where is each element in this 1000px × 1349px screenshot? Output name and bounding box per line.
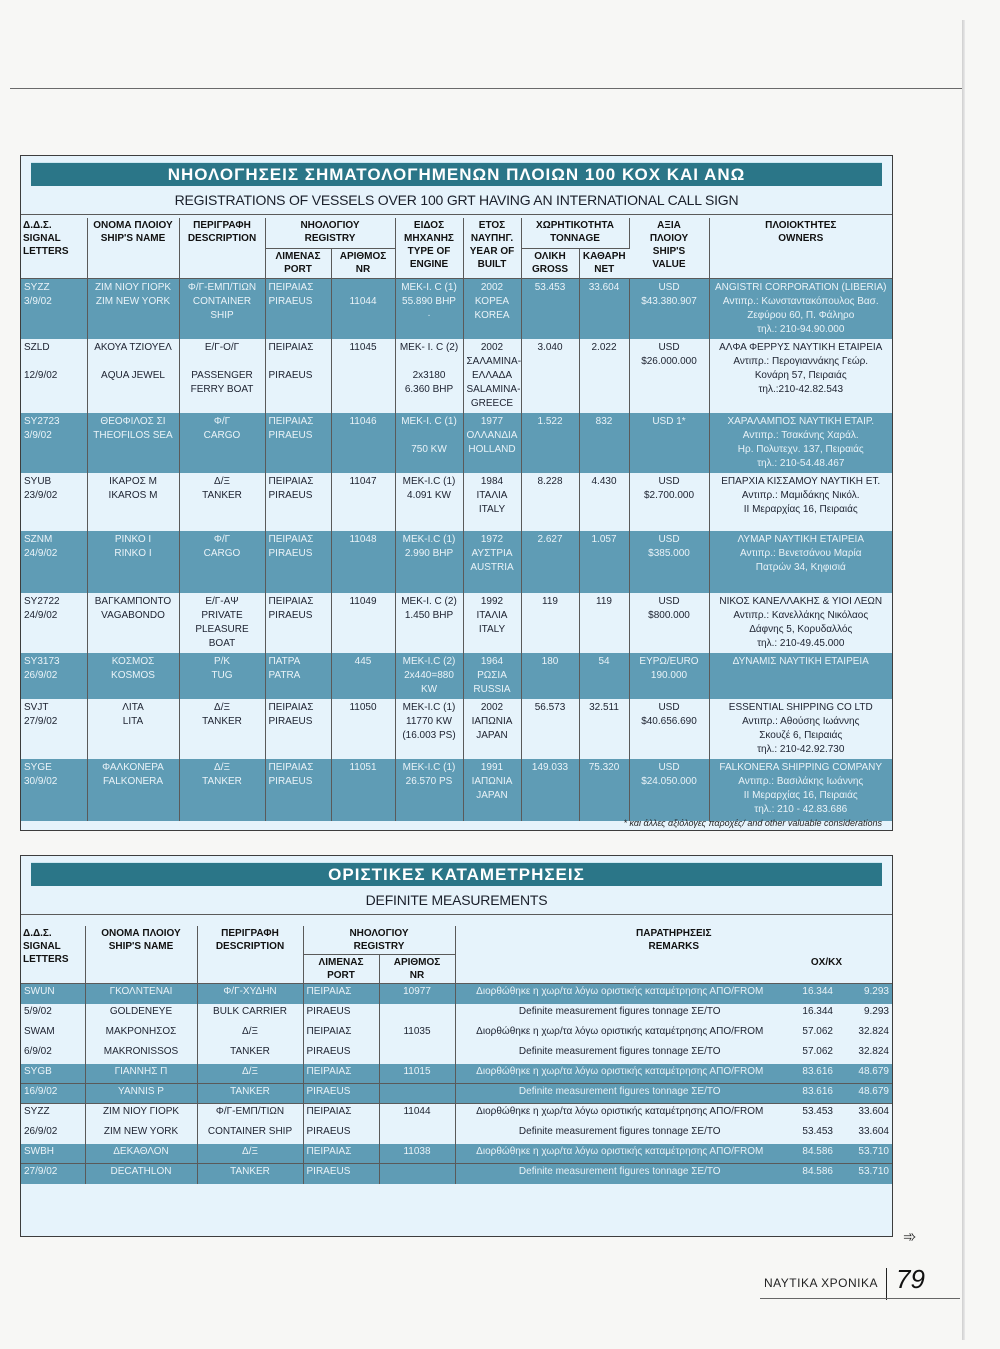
col-port: ΛΙΜΕΝΑΣ PORT [265,248,331,278]
page-edge [962,20,965,1340]
col-tonnage: ΧΩΡΗΤΙΚΟΤΗΤΑ TONNAGE [521,218,629,248]
net-cell: 1.057 [579,531,629,593]
remark-numbers [781,985,889,998]
measurement-row [21,1044,892,1064]
engine-cell: ΜΕΚ-Ι. C (1) 55.890 BHP · [395,278,463,339]
owners-cell: ΝΙΚΟΣ ΚΑΝΕΛΛΑΚΗΣ & ΥΙΟΙ ΛΕΩΝ Αντιπρ.: Κανελλάκης Νικόλαος Δάφνης 5, Κορυδαλλός τηλ.: 210-49.45.000 [709,593,892,653]
gross-cell: 3.040 [521,339,579,413]
net-value: 9.293 [863,1005,889,1017]
port-cell: PIRAEUS [303,1044,379,1064]
description-cell: Δ/Ξ [197,1144,303,1164]
registry-number-cell: 445 [331,653,395,699]
registrations-table [21,218,892,821]
description-cell: Φ/Γ-ΕΜΠ/ΤΙΩΝ [197,1104,303,1124]
description-cell: CONTAINER SHIP [197,1124,303,1144]
description-cell: Φ/Γ-ΕΜΠ/ΤΙΩΝ CONTAINER SHIP [179,278,265,339]
net-cell: 32.511 [579,699,629,759]
net-cell: 2.022 [579,339,629,413]
signal-cell: 6/9/02 [21,1044,85,1064]
ship-name-cell: ZIM NEW YORK [85,1124,197,1144]
registry-number-cell: 11050 [331,699,395,759]
signal-cell: SZLD 12/9/02 [21,339,87,413]
col-signal: Δ.Δ.Σ. SIGNAL LETTERS [21,218,87,278]
value-cell: USD $40.656.690 [629,699,709,759]
port-cell: ΠΕΙΡΑΙΑΣ PIRAEUS [265,278,331,339]
gross-value: 83.616 [802,1065,833,1077]
gross-value: 83.616 [802,1086,833,1097]
remark-numbers [781,1165,889,1178]
remark-wrap [459,985,890,998]
signal-cell: 16/9/02 [21,1084,85,1104]
col-remarks: ΠΑΡΑΤΗΡΗΣΕΙΣ REMARKS [636,928,712,952]
description-cell: Δ/Ξ TANKER [179,473,265,531]
description-cell: Φ/Γ CARGO [179,413,265,473]
port-cell: PIRAEUS [303,1124,379,1144]
gross-value: 16.344 [802,986,833,997]
port-cell: ΠΕΙΡΑΙΑΣ PIRAEUS [265,473,331,531]
value-cell: USD $2.700.000 [629,473,709,531]
registrations-panel [20,155,893,831]
year-cell: 1991 ΙΑΠΩΝΙΑ JAPAN [463,759,521,821]
engine-cell: ΜΕΚ-Ι.C (1) 11770 KW (16.003 PS) [395,699,463,759]
net-cell: 4.430 [579,473,629,531]
remarks-cell [455,1144,892,1164]
signal-cell: SYUB 23/9/02 [21,473,87,531]
measurement-row [21,1004,892,1024]
page-number: 79 [896,1264,925,1294]
registry-number-cell: 11035 [379,1024,455,1044]
subtitle-rule [21,914,892,915]
value-cell: ΕΥΡΩ/EURO 190.000 [629,653,709,699]
col-number: ΑΡΙΘΜΟΣ NR [331,248,395,278]
signal-cell: SYZZ [21,1104,85,1124]
registration-row [21,413,892,473]
description-cell: TANKER [197,1164,303,1184]
signal-cell: SWBH [21,1144,85,1164]
description-cell: Ρ/Κ TUG [179,653,265,699]
ship-name-cell: GOLDENEYE [85,1004,197,1024]
gross-cell: 53.453 [521,278,579,339]
year-cell: 1992 ΙΤΑΛΙΑ ITALY [463,593,521,653]
ship-name-cell: YANNIS P [85,1084,197,1104]
ship-name-cell: ΛΙΤΑ LITA [87,699,179,759]
description-cell: Φ/Γ CARGO [179,531,265,593]
year-cell: 2002 ΚΟΡΕΑ KOREA [463,278,521,339]
subtitle-rule [21,214,892,215]
remark-numbers [781,1025,889,1038]
gross-value: 53.453 [802,1125,833,1137]
measurement-row [21,1164,892,1184]
net-value: 48.679 [858,1065,889,1077]
signal-cell: 27/9/02 [21,1164,85,1184]
col-name: ΟΝΟΜΑ ΠΛΟΙΟΥ SHIP'S NAME [87,218,179,278]
ship-name-cell: ΙΚΑΡΟΣ Μ IKAROS M [87,473,179,531]
description-cell: Φ/Γ-ΧΥΔΗΝ [197,984,303,1004]
port-cell: ΠΑΤΡΑ PATRA [265,653,331,699]
ship-name-cell: ΘΕΟΦΙΛΟΣ ΣΙ THEOFILOS SEA [87,413,179,473]
value-cell: USD 1* [629,413,709,473]
col-gross: ΟΛΙΚΗ GROSS [521,248,579,278]
remark-text: Διορθώθηκε η χωρ/τα λόγω οριστικής καταμέτρησης ΑΠΟ/FROM [476,1106,764,1117]
description-cell: TANKER [197,1044,303,1064]
remark-wrap [459,1145,890,1158]
ship-name-cell: ΒΑΓΚΑΜΠΟΝΤΟ VAGABONDO [87,593,179,653]
registry-number-cell [379,1004,455,1024]
remark-numbers [781,1085,889,1098]
registry-number-cell: 11045 [331,339,395,413]
signal-cell: SZNM 24/9/02 [21,531,87,593]
gross-cell: 1.522 [521,413,579,473]
port-cell: ΠΕΙΡΑΙΑΣ [303,984,379,1004]
remarks-cell [455,1084,892,1104]
signal-cell: SWAM [21,1024,85,1044]
engine-cell: ΜΕΚ-Ι. C (1) 750 KW [395,413,463,473]
owners-cell: FALKONERA SHIPPING COMPANY Αντιπρ.: Βασιλάκης Ιωάννης ΙΙ Μεραρχίας 16, Πειραιάς τηλ.: 210 - 42.83.686 [709,759,892,821]
remark-numbers [781,1145,889,1158]
registration-row [21,593,892,653]
registry-number-cell: 11015 [379,1064,455,1084]
col-registry: ΝΗΟΛΟΓΙΟΥ REGISTRY [265,218,395,248]
port-cell: ΠΕΙΡΑΙΑΣ PIRAEUS [265,699,331,759]
port-cell: ΠΕΙΡΑΙΑΣ [303,1024,379,1044]
owners-cell: ANGISTRI CORPORATION (LIBERIA) Αντιπρ.: Κωνσταντακόπουλος Βασ. Ζεφύρου 60, Π. Φάληρο τηλ.: 210-94.90.000 [709,278,892,339]
year-cell: 1984 ΙΤΑΛΙΑ ITALY [463,473,521,531]
signal-cell: SY3173 26/9/02 [21,653,87,699]
description-cell: Δ/Ξ TANKER [179,699,265,759]
measurements-subtitle: DEFINITE MEASUREMENTS [365,892,548,908]
registry-number-cell [379,1044,455,1064]
remarks-cell [455,1044,892,1064]
remark-text: Διορθώθηκε η χωρ/τα λόγω οριστικής καταμέτρησης ΑΠΟ/FROM [476,1145,764,1157]
year-cell: 1964 ΡΩΣΙΑ RUSSIA [463,653,521,699]
remarks-cell [455,1104,892,1124]
owners-cell: ΧΑΡΑΛΑΜΠΟΣ ΝΑΥΤΙΚΗ ΕΤΑΙΡ. Αντιπρ.: Τσακάνης Χαράλ. Ηρ. Πολυτεχν. 137, Πειραιάς τηλ.: 210-54.48.467 [709,413,892,473]
port-cell: ΠΕΙΡΑΙΑΣ [303,1064,379,1084]
registry-number-cell: 10977 [379,984,455,1004]
gross-cell: 180 [521,653,579,699]
ship-name-cell: ZIM ΝΙΟΥ ΓΙΟΡΚ [85,1104,197,1124]
value-cell: USD $800.000 [629,593,709,653]
ship-name-cell: ΑΚΟΥΑ ΤΖΙΟΥΕΛ AQUA JEWEL [87,339,179,413]
remark-wrap [459,1005,890,1018]
col-net: ΚΑΘΑΡΗ NET [579,248,629,278]
remark-wrap [459,1045,890,1058]
net-cell: 75.320 [579,759,629,821]
value-cell: USD $385.000 [629,531,709,593]
ship-name-cell: MAKRONISSOS [85,1044,197,1064]
remark-wrap [459,1165,890,1178]
col-description: ΠΕΡΙΓΡΑΦΗ DESCRIPTION [197,926,303,984]
ship-name-cell: ΓΙΑΝΝΗΣ Π [85,1064,197,1084]
year-cell: 2002 ΣΑΛΑΜΙΝΑ- ΕΛΛΑΔΑ SALAMINA- GREECE [463,339,521,413]
col-signal: Δ.Δ.Σ. SIGNAL LETTERS [21,926,85,984]
registration-row [21,653,892,699]
remark-numbers [781,1105,889,1118]
remarks-cell [455,1024,892,1044]
registry-number-cell: 11047 [331,473,395,531]
signal-cell: SY2723 3/9/02 [21,413,87,473]
port-cell: PIRAEUS [303,1004,379,1024]
ship-name-cell: DECATHLON [85,1164,197,1184]
registrations-subtitle: REGISTRATIONS OF VESSELS OVER 100 GRT HAVING AN INTERNATIONAL CALL SIGN [174,192,739,208]
remarks-cell [455,1004,892,1024]
description-cell: Δ/Ξ [197,1024,303,1044]
remark-wrap [459,1125,890,1138]
net-value: 32.824 [858,1045,889,1057]
port-cell: ΠΕΙΡΑΙΑΣ PIRAEUS [265,593,331,653]
top-rule [10,88,965,89]
engine-cell: ΜΕΚ-Ι.C (1) 2.990 BHP [395,531,463,593]
gross-value: 57.062 [802,1025,833,1037]
engine-cell: ΜΕΚ-Ι. C (2) 1.450 BHP [395,593,463,653]
registry-number-cell [379,1084,455,1104]
owners-cell: ΔΥΝΑΜΙΣ ΝΑΥΤΙΚΗ ΕΤΑΙΡΕΙΑ [709,653,892,699]
col-description: ΠΕΡΙΓΡΑΦΗ DESCRIPTION [179,218,265,278]
remark-numbers [781,1005,889,1018]
remark-wrap [459,1025,890,1038]
remarks-cell [455,1164,892,1184]
measurements-panel [20,855,893,1237]
registrations-body [21,278,892,821]
measurement-row [21,1144,892,1164]
gross-cell: 2.627 [521,531,579,593]
footer-rule [760,1298,960,1299]
value-cell: USD $26.000.000 [629,339,709,413]
ship-name-cell: ΚΟΣΜΟΣ KOSMOS [87,653,179,699]
registry-number-cell: 11051 [331,759,395,821]
description-cell: Ε/Γ-ΑΨ PRIVATE PLEASURE BOAT [179,593,265,653]
ship-name-cell: ΦΑΛΚΟΝΕΡΑ FALKONERA [87,759,179,821]
remarks-cell [455,1124,892,1144]
port-cell: ΠΕΙΡΑΙΑΣ PIRAEUS [265,759,331,821]
gross-value: 84.586 [802,1145,833,1157]
year-cell: 1972 ΑΥΣΤΡΙΑ AUSTRIA [463,531,521,593]
measurement-row [21,984,892,1004]
registry-number-cell: 11046 [331,413,395,473]
remark-wrap [459,1105,890,1118]
col-engine: ΕΙΔΟΣ ΜΗΧΑΝΗΣ TYPE OF ENGINE [395,218,463,278]
registry-number-cell: 11044 [331,278,395,339]
signal-cell: SY2722 24/9/02 [21,593,87,653]
remark-text: Definite measurement figures tonnage ΣΕ/ΤΟ [518,1125,721,1137]
gross-value: 53.453 [802,1106,833,1117]
engine-cell: ΜΕΚ-Ι.C (1) 4.091 KW [395,473,463,531]
registry-number-cell: 11048 [331,531,395,593]
col-number: ΑΡΙΘΜΟΣ NR [379,955,455,984]
registry-number-cell: 11044 [379,1104,455,1124]
signal-cell: 5/9/02 [21,1004,85,1024]
remarks-cell [455,1064,892,1084]
col-year: ΕΤΟΣ ΝΑΥΠΗΓ. YEAR OF BUILT [463,218,521,278]
measurements-title: ΟΡΙΣΤΙΚΕΣ ΚΑΤΑΜΕΤΡΗΣΕΙΣ [31,862,882,886]
remark-text: Definite measurement figures tonnage ΣΕ/ΤΟ [518,1005,721,1017]
signal-cell: SWUN [21,984,85,1004]
registry-number-cell [379,1164,455,1184]
col-registry: ΝΗΟΛΟΓΙΟΥ REGISTRY [303,926,455,955]
net-value: 53.710 [858,1166,889,1177]
ship-name-cell: ΔΕΚΑΘΛΟΝ [85,1144,197,1164]
description-cell: TANKER [197,1084,303,1104]
footnote: * και άλλες αξιόλογες παροχές/ and other valuable considerations [623,818,882,828]
value-cell: USD $43.380.907 [629,278,709,339]
net-cell: 54 [579,653,629,699]
remark-text: Definite measurement figures tonnage ΣΕ/ΤΟ [518,1086,721,1097]
port-cell: PIRAEUS [303,1084,379,1104]
engine-cell: ΜΕΚ- Ι. C (2) 2x3180 6.360 BHP [395,339,463,413]
signal-cell: SYGE 30/9/02 [21,759,87,821]
owners-cell: ΛΥΜΑΡ ΝΑΥΤΙΚΗ ΕΤΑΙΡΕΙΑ Αντιπρ.: Βενετσάνου Μαρία Πατρών 34, Κηφισιά [709,531,892,593]
port-cell: ΠΕΙΡΑΙΑΣ PIRAEUS [265,531,331,593]
value-cell: USD $24.050.000 [629,759,709,821]
measurements-table [21,926,892,1184]
net-cell: 119 [579,593,629,653]
registry-number-cell: 11038 [379,1144,455,1164]
ship-name-cell: ΡΙΝΚΟ Ι RINKO I [87,531,179,593]
registration-row [21,531,892,593]
year-cell: 2002 ΙΑΠΩΝΙΑ JAPAN [463,699,521,759]
remark-text: Διορθώθηκε η χωρ/τα λόγω οριστικής καταμέτρησης ΑΠΟ/FROM [476,986,764,997]
port-cell: ΠΕΙΡΑΙΑΣ [303,1144,379,1164]
registry-number-cell [379,1124,455,1144]
remark-wrap [459,1085,890,1098]
remark-text: Διορθώθηκε η χωρ/τα λόγω οριστικής καταμέτρησης ΑΠΟ/FROM [476,1065,764,1077]
remark-numbers [781,1125,889,1138]
col-value: ΑΞΙΑ ΠΛΟΙΟΥ SHIP'S VALUE [629,218,709,278]
net-value: 33.604 [858,1106,889,1117]
year-cell: 1977 ΟΛΛΑΝΔΙΑ HOLLAND [463,413,521,473]
col-name: ΟΝΟΜΑ ΠΛΟΙΟΥ SHIP'S NAME [85,926,197,984]
remark-numbers [781,1065,889,1078]
registry-number-cell: 11049 [331,593,395,653]
port-cell: ΠΕΙΡΑΙΑΣ PIRAEUS [265,413,331,473]
col-owners: ΠΛΟΙΟΚΤΗΤΕΣ OWNERS [765,220,837,244]
col-port: ΛΙΜΕΝΑΣ PORT [303,955,379,984]
net-value: 53.710 [858,1145,889,1157]
measurement-row [21,1104,892,1124]
remark-wrap [459,1065,890,1078]
registration-row [21,339,892,413]
magazine-name: ΝΑΥΤΙΚΑ ΧΡΟΝΙΚΑ [764,1276,878,1290]
port-cell: ΠΕΙΡΑΙΑΣ PIRAEUS [265,339,331,413]
ship-name-cell: ΓΚΟΛΝΤΕΝΑΙ [85,984,197,1004]
registration-row [21,699,892,759]
net-value: 9.293 [863,986,889,997]
description-cell: Δ/Ξ TANKER [179,759,265,821]
net-value: 32.824 [858,1025,889,1037]
measurement-row [21,1024,892,1044]
port-cell: ΠΕΙΡΑΙΑΣ [303,1104,379,1124]
remark-numbers [781,1045,889,1058]
gross-value: 84.586 [802,1166,833,1177]
signal-cell: SVJT 27/9/02 [21,699,87,759]
gross-value: 16.344 [802,1005,833,1017]
description-cell: Δ/Ξ [197,1064,303,1084]
remark-text: Definite measurement figures tonnage ΣΕ/ΤΟ [518,1166,721,1177]
gross-cell: 8.228 [521,473,579,531]
net-cell: 832 [579,413,629,473]
owners-cell: ΕΠΑΡΧΙΑ ΚΙΣΣΑΜΟΥ ΝΑΥΤΙΚΗ ΕΤ. Αντιπρ.: Μαμιδάκης Νικόλ. ΙΙ Μεραρχίας 16, Πειραιάς [709,473,892,531]
registration-row [21,759,892,821]
net-value: 33.604 [858,1125,889,1137]
continue-arrow-icon: ➾ [903,1229,917,1246]
gross-value: 57.062 [802,1045,833,1057]
net-value: 48.679 [858,1086,889,1097]
description-cell: Ε/Γ-Ο/Γ PASSENGER FERRY BOAT [179,339,265,413]
signal-cell: SYZZ 3/9/02 [21,278,87,339]
measurement-row [21,1064,892,1084]
measurement-row [21,1084,892,1104]
registration-row [21,278,892,339]
description-cell: BULK CARRIER [197,1004,303,1024]
engine-cell: ΜΕΚ-Ι.C (2) 2x440=880 KW [395,653,463,699]
remarks-cell [455,984,892,1004]
owners-cell: ESSENTIAL SHIPPING CO LTD Αντιπρ.: Αθούσης Ιωάννης Σκουζέ 6, Πειραιάς τηλ.: 210-42.92.730 [709,699,892,759]
measurement-row [21,1124,892,1144]
gross-cell: 149.033 [521,759,579,821]
engine-cell: ΜΕΚ-Ι.C (1) 26.570 PS [395,759,463,821]
ship-name-cell: ZIM ΝΙΟΥ ΓΙΟΡΚ ZIM NEW YORK [87,278,179,339]
footer-divider [886,1268,887,1300]
owners-cell: ΑΛΦΑ ΦΕΡΡΥΣ ΝΑΥΤΙΚΗ ΕΤΑΙΡΕΙΑ Αντιπρ.: Περογιαννάκης Γεώρ. Κονάρη 57, Πειραιάς τηλ.:210-42.82.543 [709,339,892,413]
ship-name-cell: ΜΑΚΡΟΝΗΣΟΣ [85,1024,197,1044]
remark-text: Definite measurement figures tonnage ΣΕ/ΤΟ [518,1045,721,1057]
col-oxkx: OX/KX [810,956,842,968]
net-cell: 33.604 [579,278,629,339]
signal-cell: 26/9/02 [21,1124,85,1144]
measurements-body [21,984,892,1184]
registrations-title: ΝΗΟΛΟΓΗΣΕΙΣ ΣΗΜΑΤΟΛΟΓΗΜΕΝΩΝ ΠΛΟΙΩΝ 100 ΚΟΧ ΚΑΙ ΑΝΩ [31,162,882,186]
remark-text: Διορθώθηκε η χωρ/τα λόγω οριστικής καταμέτρησης ΑΠΟ/FROM [476,1025,764,1037]
registration-row [21,473,892,531]
gross-cell: 56.573 [521,699,579,759]
signal-cell: SYGB [21,1064,85,1084]
port-cell: PIRAEUS [303,1164,379,1184]
gross-cell: 119 [521,593,579,653]
